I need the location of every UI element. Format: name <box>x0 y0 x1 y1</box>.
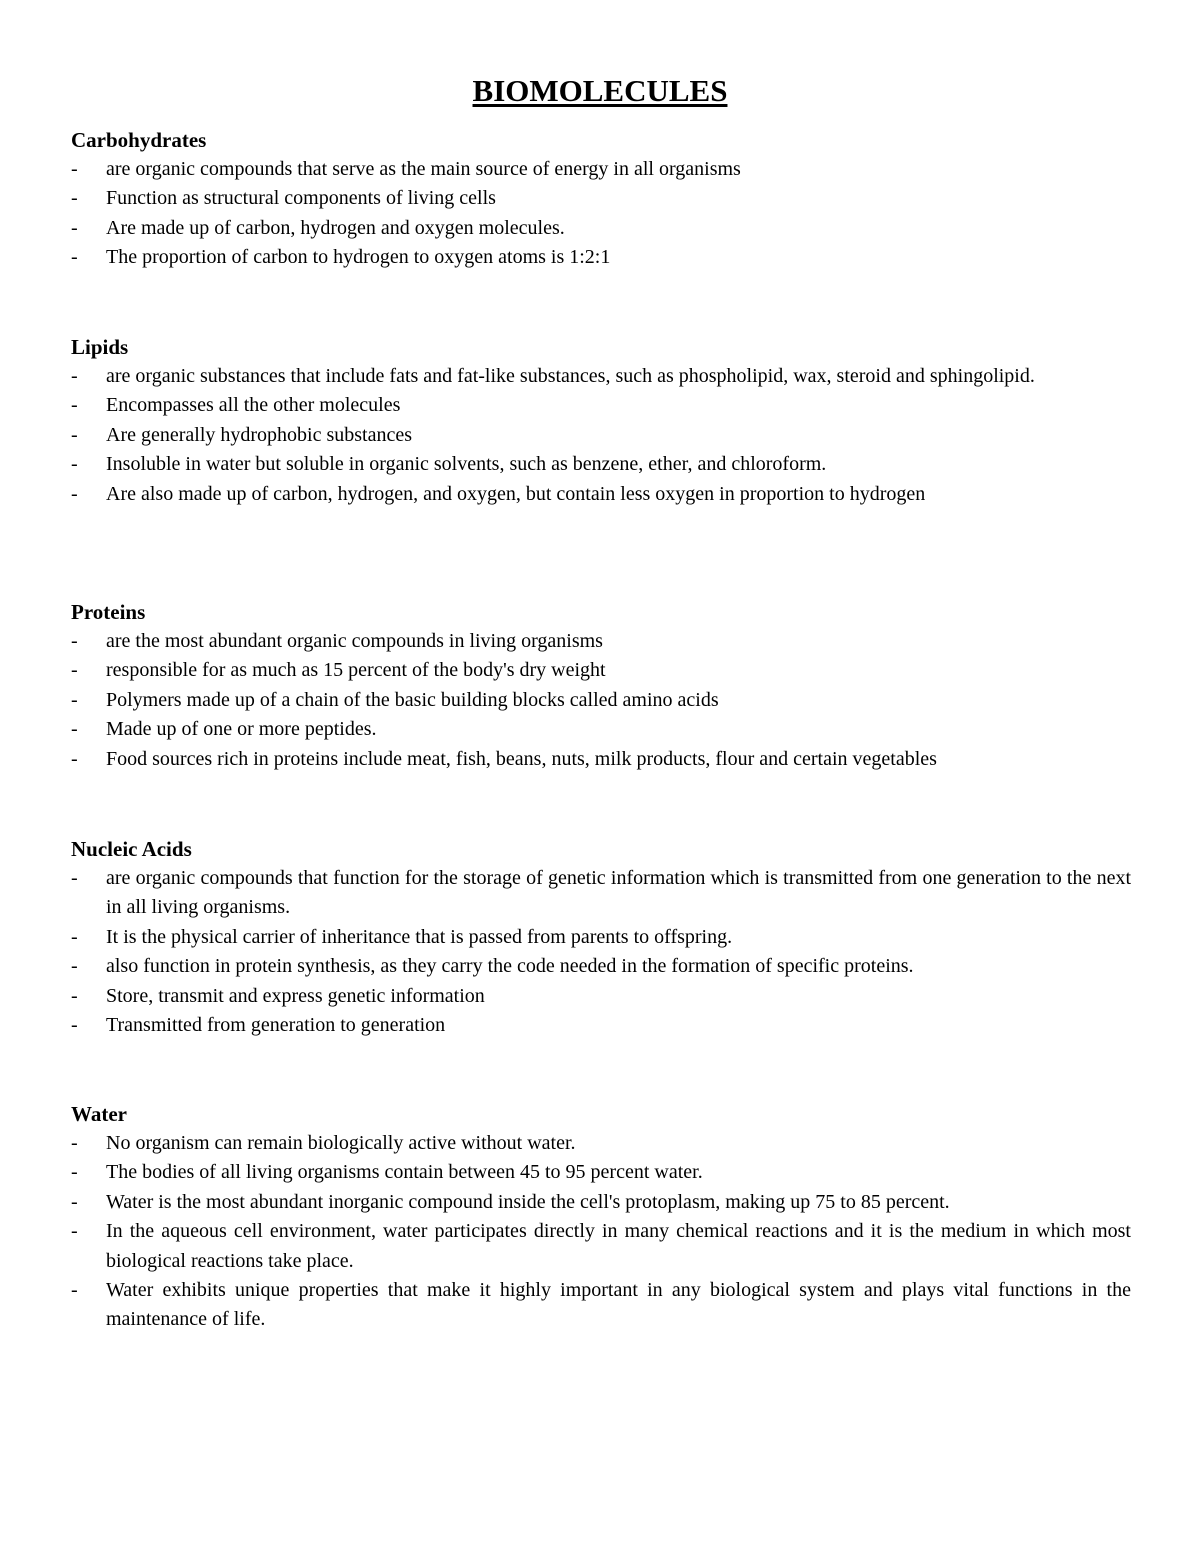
section-carbohydrates <box>71 126 1131 273</box>
list-item <box>71 686 1131 715</box>
section-nucleic-acids <box>71 835 1131 1040</box>
list-item-text: Are also made up of carbon, hydrogen, and oxygen, but contain less oxygen in proportion to hydrogen <box>106 482 926 505</box>
section-heading: Carbohydrates <box>71 128 207 152</box>
list-item-text: are the most abundant organic compounds in living organisms <box>106 630 603 652</box>
list-item <box>71 421 1131 450</box>
list-item-text: It is the physical carrier of inheritance that is passed from parents to offspring. <box>106 925 733 948</box>
list-item-text: Are made up of carbon, hydrogen and oxygen molecules. <box>106 216 565 239</box>
list-item-text: Polymers made up of a chain of the basic building blocks called amino acids <box>106 688 719 711</box>
list-item <box>71 480 1131 509</box>
list-item-text: The proportion of carbon to hydrogen to oxygen atoms is 1:2:1 <box>106 246 611 269</box>
bullet-dash: - <box>71 1220 78 1243</box>
list-item <box>71 1188 1131 1217</box>
section-heading: Water <box>71 1102 127 1126</box>
bullet-dash: - <box>71 984 78 1007</box>
bullet-dash: - <box>71 423 78 446</box>
list-item-text: are organic substances that include fats and fat-like substances, such as phospholipid, wax, steroid and sphingolipid. <box>106 365 1035 387</box>
list-item-text: Store, transmit and express genetic information <box>106 984 485 1007</box>
bullet-dash: - <box>71 955 78 978</box>
bullet-dash: - <box>71 394 78 417</box>
list-item-text: In the aqueous cell environment, water participates directly in many chemical reactions and it is the medium in which most biological reactions take place. <box>106 1220 1131 1272</box>
list-item-text: Water is the most abundant inorganic compound inside the cell's protoplasm, making up 75 to 85 percent. <box>106 1190 950 1213</box>
bullet-dash: - <box>71 453 78 476</box>
list-item <box>71 1276 1131 1335</box>
bullet-dash: - <box>71 246 78 269</box>
list-item-text: also function in protein synthesis, as they carry the code needed in the formation of specific proteins. <box>106 955 914 978</box>
list-item <box>71 362 1131 391</box>
section-heading: Proteins <box>71 600 146 624</box>
list-item-text: Water exhibits unique properties that make it highly important in any biological system and plays vital functions in the maintenance of life. <box>106 1279 1131 1331</box>
bullet-dash: - <box>71 747 78 770</box>
list-item <box>71 1158 1131 1187</box>
bullet-dash: - <box>71 1161 78 1184</box>
list-item <box>71 656 1131 685</box>
section-water <box>71 1100 1131 1335</box>
section-heading: Lipids <box>71 335 129 359</box>
list-item-text: are organic compounds that serve as the main source of energy in all organisms <box>106 158 741 180</box>
section-proteins <box>71 598 1131 774</box>
section-lipids <box>71 333 1131 509</box>
list-item-text: Made up of one or more peptides. <box>106 718 377 741</box>
list-item <box>71 715 1131 744</box>
list-item <box>71 982 1131 1011</box>
list-item <box>71 1011 1131 1040</box>
bullet-dash: - <box>71 1014 78 1037</box>
list-item <box>71 923 1131 952</box>
bullet-dash: - <box>71 688 78 711</box>
bullet-list <box>71 155 1131 273</box>
bullet-dash: - <box>71 1190 78 1213</box>
list-item <box>71 155 1131 184</box>
list-item-text: Function as structural components of living cells <box>106 187 496 210</box>
list-item-text: responsible for as much as 15 percent of the body's dry weight <box>106 659 606 682</box>
list-item-text: Are generally hydrophobic substances <box>106 423 413 446</box>
list-item <box>71 952 1131 981</box>
bullet-dash: - <box>71 630 78 652</box>
bullet-dash: - <box>71 925 78 948</box>
list-item <box>71 184 1131 213</box>
bullet-dash: - <box>71 482 78 505</box>
bullet-dash: - <box>71 216 78 239</box>
section-heading: Nucleic Acids <box>71 837 192 861</box>
list-item <box>71 214 1131 243</box>
list-item <box>71 864 1131 923</box>
list-item-text: are organic compounds that function for the storage of genetic information which is transmitted from one generation to the next in all living organisms. <box>106 867 1131 919</box>
bullet-dash: - <box>71 659 78 682</box>
bullet-dash: - <box>71 1132 78 1154</box>
document-title: BIOMOLECULES <box>472 73 728 108</box>
bullet-list <box>71 864 1131 1040</box>
list-item-text: No organism can remain biologically active without water. <box>106 1132 576 1154</box>
list-item-text: Encompasses all the other molecules <box>106 394 401 417</box>
bullet-dash: - <box>71 867 78 889</box>
bullet-dash: - <box>71 187 78 210</box>
list-item-text: Insoluble in water but soluble in organic solvents, such as benzene, ether, and chloroform. <box>106 453 827 476</box>
list-item-text: The bodies of all living organisms contain between 45 to 95 percent water. <box>106 1161 703 1184</box>
list-item <box>71 627 1131 656</box>
bullet-list <box>71 627 1131 774</box>
list-item-text: Food sources rich in proteins include meat, fish, beans, nuts, milk products, flour and certain vegetables <box>106 747 937 770</box>
list-item <box>71 1217 1131 1276</box>
bullet-dash: - <box>71 1279 78 1302</box>
bullet-list <box>71 362 1131 509</box>
list-item <box>71 1129 1131 1158</box>
list-item-text: Transmitted from generation to generation <box>106 1014 446 1037</box>
list-item <box>71 391 1131 420</box>
bullet-list <box>71 1129 1131 1335</box>
list-item <box>71 450 1131 479</box>
bullet-dash: - <box>71 718 78 741</box>
bullet-dash: - <box>71 365 78 387</box>
bullet-dash: - <box>71 158 78 180</box>
list-item <box>71 243 1131 272</box>
list-item <box>71 745 1131 774</box>
